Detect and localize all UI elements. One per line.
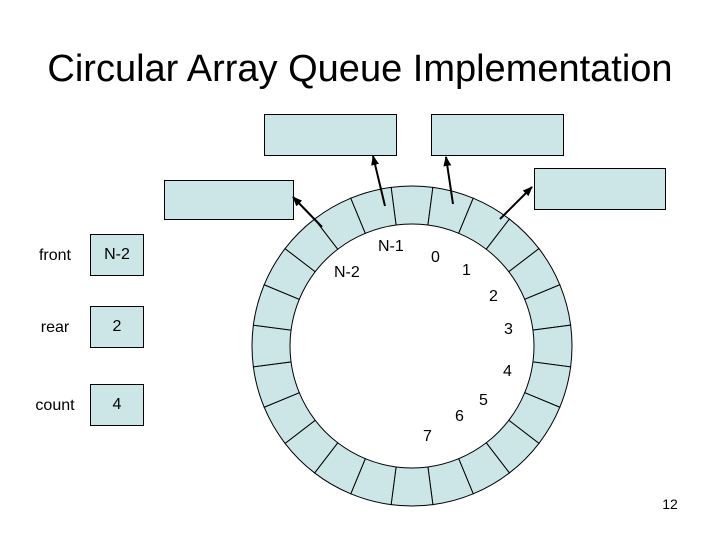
index-label-3: 3: [504, 321, 513, 338]
rear-label: rear: [40, 319, 70, 336]
index-label-n-2: N-2: [334, 264, 360, 281]
array-cell: [391, 186, 433, 225]
index-label-1: 1: [462, 262, 471, 279]
slide-title: Circular Array Queue Implementation: [47, 48, 673, 90]
index-label-5: 5: [479, 392, 488, 409]
array-cell: [533, 325, 572, 367]
array-cell: [391, 467, 433, 506]
count-label: count: [35, 397, 75, 414]
index-label-n-1: N-1: [378, 238, 404, 255]
array-cell: [252, 325, 291, 367]
index-label-4: 4: [503, 363, 512, 380]
arrow-to-box-a: [293, 197, 322, 227]
front-value-box: N-2: [90, 234, 144, 276]
index-label-7: 7: [423, 428, 432, 445]
arrow-to-box-d: [500, 187, 532, 219]
rear-value-box: 2: [90, 306, 144, 348]
page-number: 12: [662, 496, 678, 512]
index-label-0: 0: [431, 249, 440, 266]
index-label-2: 2: [489, 288, 498, 305]
index-label-6: 6: [455, 408, 464, 425]
count-value-box: 4: [90, 384, 144, 426]
front-label: front: [38, 247, 71, 264]
